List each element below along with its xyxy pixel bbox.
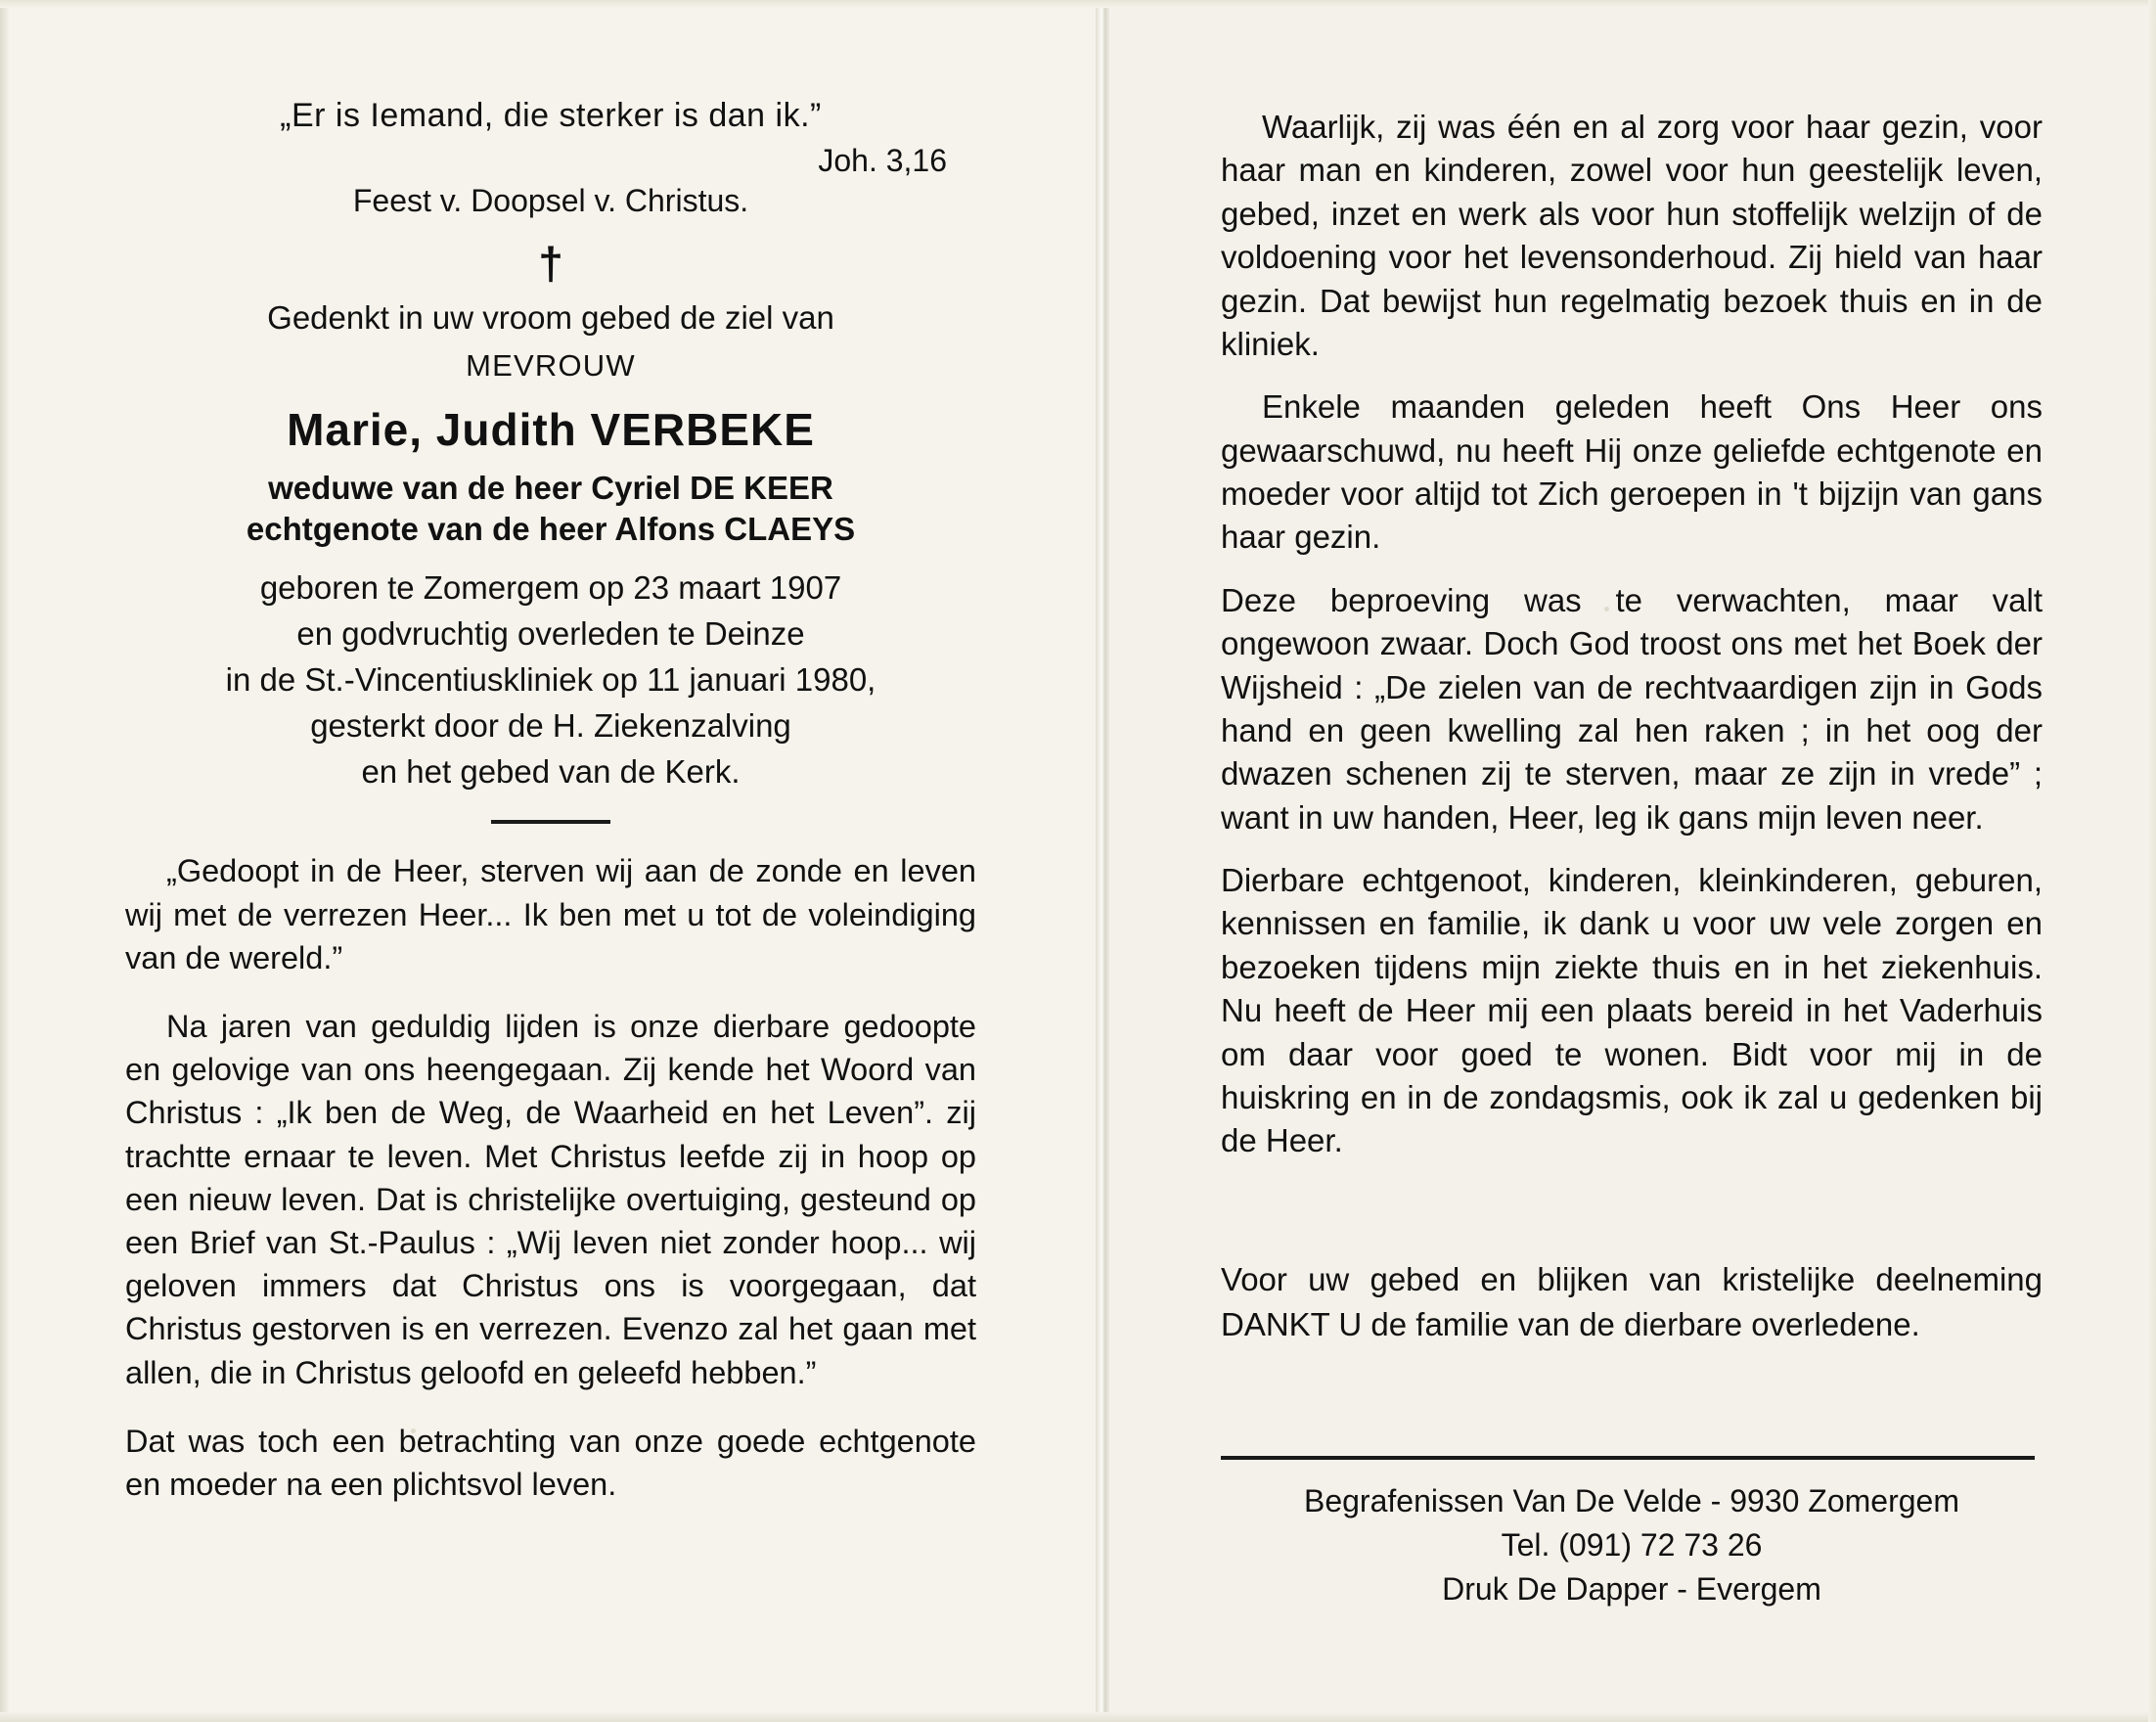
opening-quote: „Er is Iemand, die sterker is dan ik.” — [280, 97, 822, 134]
card-fold — [1096, 0, 1109, 1722]
footer-divider — [1221, 1456, 2035, 1460]
edge-shadow-right — [2148, 0, 2156, 1722]
cross-icon: † — [538, 238, 563, 290]
invocation-line: Gedenkt in uw vroom gebed de ziel van — [267, 299, 834, 337]
birth-line-4: gesterkt door de H. Ziekenzalving — [310, 706, 791, 744]
right-paragraph-4: Dierbare echtgenoot, kinderen, kleinkinderen, geburen, kennissen en familie, ik dank u voor uw vele zorgen en bezoeken tijdens mijn ziekte thuis en in het ziekenhuis. Nu heeft de Heer mij een plaats bereid in het Vaderhuis om daar voor goed te wonen. Bidt voor mij in de huiskring en in de zondagsmis, ook ik zal u gedenken bij de Heer. — [1221, 862, 2043, 1159]
divider-rule — [491, 820, 610, 824]
deceased-name: Marie, Judith VERBEKE — [287, 404, 815, 456]
footer-printer: Druk De Dapper - Evergem — [1442, 1570, 1821, 1607]
right-paragraph-2: Enkele maanden geleden heeft Ons Heer ons gewaarschuwd, nu heeft Hij onze geliefde echtgenote en moeder voor altijd tot Zich geroepen in 't bijzijn van gans haar gezin. — [1221, 388, 2043, 556]
footer-undertaker: Begrafenissen Van De Velde - 9930 Zomergem — [1303, 1483, 1959, 1519]
relation-spouse: echtgenote van de heer Alfons CLAEYS — [246, 511, 856, 548]
left-page-content — [125, 94, 976, 1506]
feast-line: Feest v. Doopsel v. Christus. — [352, 183, 749, 219]
thanks-block — [1221, 1257, 2043, 1349]
birth-death-block — [125, 566, 976, 794]
birth-line-5: en het gebed van de Kerk. — [361, 752, 741, 790]
footer-phone: Tel. (091) 72 73 26 — [1501, 1527, 1763, 1563]
relation-widow: weduwe van de heer Cyriel DE KEER — [268, 470, 833, 507]
birth-line-3: in de St.-Vincentiuskliniek op 11 januari 1980, — [225, 660, 876, 698]
left-paragraph-1: „Gedoopt in de Heer, sterven wij aan de zonde en leven wij met de verrezen Heer... Ik ben met u tot de voleindiging van de wereld.” — [125, 853, 976, 975]
right-paragraph-1: Waarlijk, zij was één en al zorg voor haar gezin, voor haar man en kinderen, zowel voor hun geestelijk leven, gebed, inzet en werk als voor hun stoffelijk welzijn of de voldoening voor het levensonderhoud. Zij hield van haar gezin. Dat bewijst hun regelmatig bezoek thuis en in de kliniek. — [1221, 109, 2043, 362]
right-page-content — [1221, 106, 2043, 1611]
left-paragraph-2: Na jaren van geduldig lijden is onze dierbare gedoopte en gelovige van ons heengegaan. Zij kende het Woord van Christus : „Ik ben de Weg, de Waarheid en het Leven”. zij trachtte ernaar te leven. Met Christus leefde zij in hoop op een nieuw leven. Dat is christelijke overtuiging, gesteund op een Brief van St.-Paulus : „Wij leven niet zonder hoop... wij geloven immers dat Christus ons is voorgegaan, dat Christus gestorven is en verrezen. Evenzo zal het gaan met allen, die in Christus geloofd en geleefd hebben.” — [125, 1009, 976, 1390]
footer-block — [1221, 1479, 2043, 1610]
right-paragraph-3: Deze beproeving was te verwachten, maar valt ongewoon zwaar. Doch God troost ons met het Boek der Wijsheid : „De zielen van de rechtvaardigen zijn in Gods hand en geen kwelling zal hen raken ; in het oog der dwazen schenen zij te sterven, maar ze zijn in vrede” ; want in uw handen, Heer, leg ik gans mijn leven neer. — [1221, 581, 2043, 836]
quote-attribution: Joh. 3,16 — [818, 143, 947, 179]
edge-shadow-bottom — [0, 1712, 2156, 1722]
edge-shadow-left — [0, 0, 10, 1722]
birth-line-1: geboren te Zomergem op 23 maart 1907 — [259, 569, 842, 607]
thanks-text: Voor uw gebed en blijken van kristelijke deelneming DANKT U de familie van de dierbare overledene. — [1221, 1260, 2043, 1343]
left-paragraph-3: Dat was toch een betrachting van onze goede echtgenote en moeder na een plichtsvol leven. — [125, 1423, 976, 1502]
birth-line-2: en godvruchtig overleden te Deinze — [296, 615, 805, 653]
honorific-title: MEVROUW — [466, 348, 636, 384]
edge-shadow-top — [0, 0, 2156, 8]
